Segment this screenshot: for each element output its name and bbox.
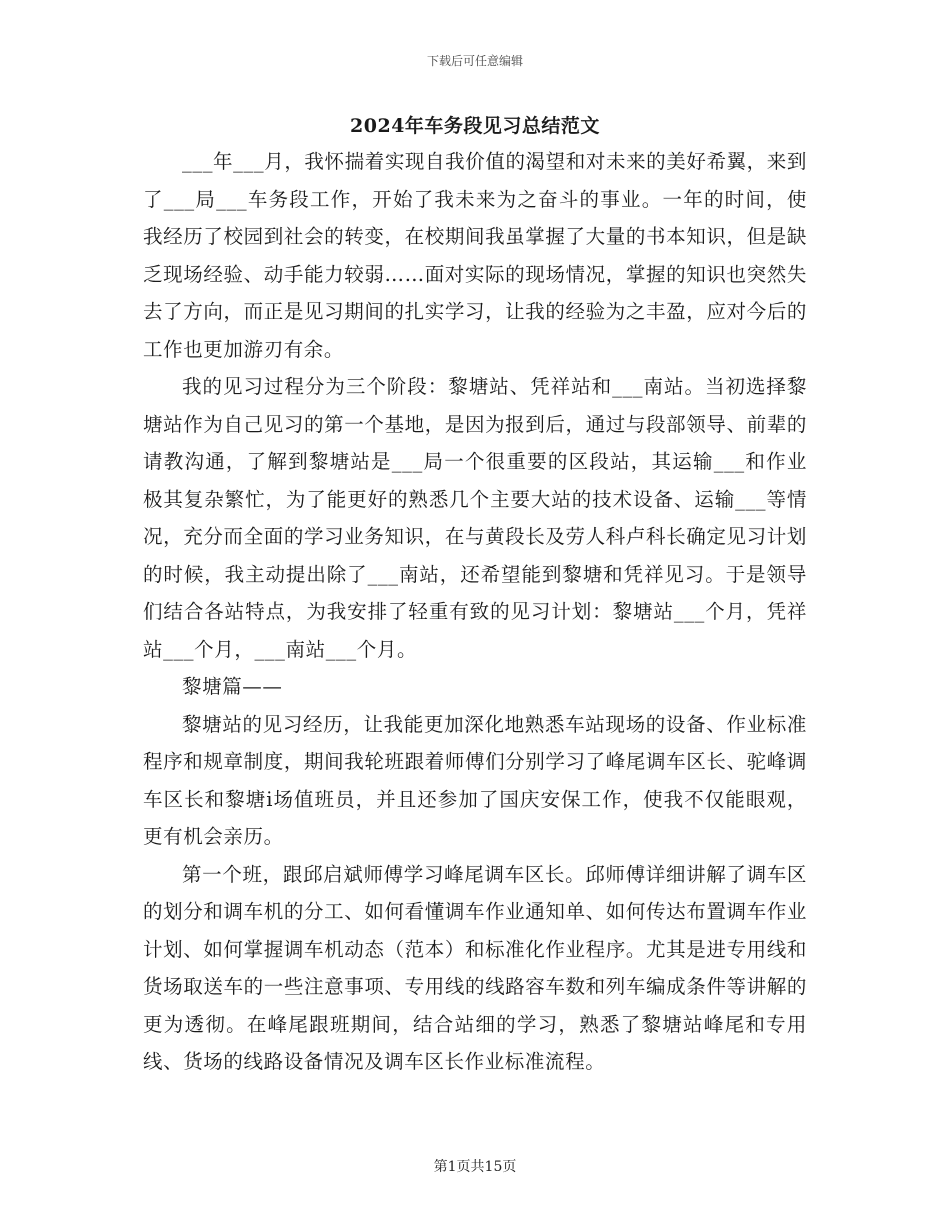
paragraph: ___年___月，我怀揣着实现自我价值的渴望和对未来的美好希翼，来到了___局___车务段工作，开始了我未来为之奋斗的事业。一年的时间，使我经历了校园到社会的转变，在校期间我虽掌握了大量的书本知识，但是缺乏现场经验、动手能力较弱……面对实际的现场情况，掌握的知识也突然失去了方向，而正是见习期间的扎实学习，让我的经验为之丰盈，应对今后的工作也更加游刃有余。 [143,150,807,361]
page-header-note: 下载后可任意编辑 [426,54,523,68]
paragraph: 我的见习过程分为三个阶段：黎塘站、凭祥站和___南站。当初选择黎塘站作为自己见习的第一个基地，是因为报到后，通过与段部领导、前辈的请教沟通，了解到黎塘站是___局一个很重要的区段站，其运输___和作业极其复杂繁忙，为了能更好的熟悉几个主要大站的技术设备、运输___等情况，充分而全面的学习业务知识，在与黄段长及劳人科卢科长确定见习计划的时候，我主动提出除了___南站，还希望能到黎塘和凭祥见习。于是领导们结合各站特点，为我安排了轻重有致的见习计划：黎塘站___个月，凭祥站___个月，___南站___个月。 [143,375,807,661]
paragraph: 第一个班，跟邱启斌师傅学习峰尾调车区长。邱师傅详细讲解了调车区的划分和调车机的分工、如何看懂调车作业通知单、如何传达布置调车作业计划、如何掌握调车机动态（范本）和标准化作业程序。尤其是进专用线和货场取送车的一些注意事项、专用线的线路容车数和列车编成条件等讲解的更为透彻。在峰尾跟班期间，结合站细的学习，熟悉了黎塘站峰尾和专用线、货场的线路设备情况及调车区长作业标准流程。 [143,862,807,1073]
document-title: 2024年车务段见习总结范文 [350,115,600,137]
paragraph: 黎塘站的见习经历，让我能更加深化地熟悉车站现场的设备、作业标准程序和规章制度，期间我轮班跟着师傅们分别学习了峰尾调车区长、驼峰调车区长和黎塘ⅰ场值班员，并且还参加了国庆安保工作，使我不仅能眼观，更有机会亲历。 [143,712,807,848]
section-heading: 黎塘篇—— [182,675,283,698]
page-number: 第1页共15页 [433,1159,517,1175]
document-body [143,143,807,1081]
